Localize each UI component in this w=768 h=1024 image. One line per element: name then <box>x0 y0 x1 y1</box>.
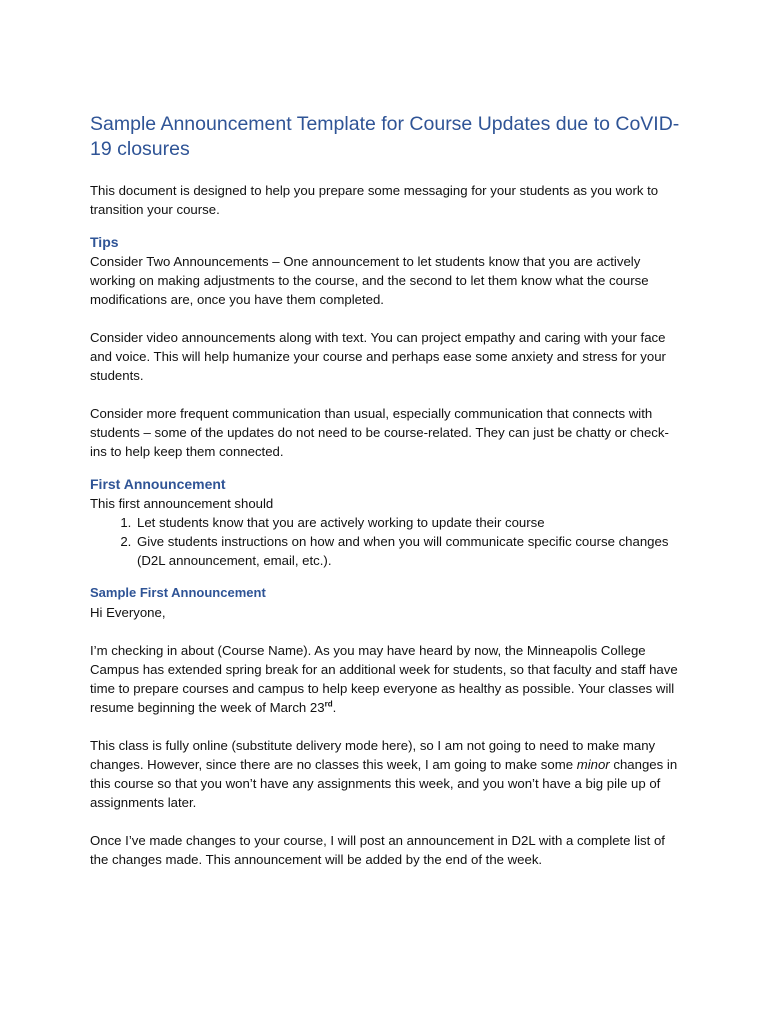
announcement-paragraph <box>90 641 684 717</box>
paragraph-spacer <box>90 622 684 641</box>
ordinal-suffix: rd <box>324 699 333 709</box>
tips-paragraph: Consider more frequent communication than usual, especially communication that connects with students – some of the updates do not need to be course-related. They can just be chatty or check-ins to help keep them connected. <box>90 406 669 459</box>
first-announcement-list <box>90 513 684 570</box>
list-item: 1. Let students know that you are actively working to update their course <box>135 513 684 532</box>
paragraph-text: changes in this course so that you won’t have any assignments this week, and you won’t have a big pile up of assignments later. <box>90 757 678 810</box>
intro-paragraph: This document is designed to help you prepare some messaging for your students as you work to transition your course. <box>90 183 659 217</box>
paragraph-spacer <box>90 309 684 328</box>
paragraph-spacer <box>90 385 684 404</box>
tips-heading: Tips <box>90 234 119 250</box>
sample-first-announcement-heading: Sample First Announcement <box>90 585 266 600</box>
announcement-paragraph <box>90 736 684 812</box>
list-item: 2. Give students instructions on how and when you will communicate specific course changes (D2L announcement, email, etc.). <box>135 532 684 570</box>
document-title: Sample Announcement Template for Course Updates due to CoVID-19 closures <box>90 113 680 160</box>
first-announcement-heading: First Announcement <box>90 476 226 492</box>
first-announcement-lead: This first announcement should <box>90 496 274 511</box>
emphasized-word: minor <box>576 757 610 772</box>
greeting: Hi Everyone, <box>90 605 166 620</box>
paragraph-spacer <box>90 812 684 831</box>
paragraph-text: . <box>332 700 337 715</box>
tips-paragraph: Consider Two Announcements – One announcement to let students know that you are actively working on making adjustments to the course, and the second to let them know what the course modifications are, once you have them completed. <box>90 254 649 307</box>
paragraph-spacer <box>90 717 684 736</box>
paragraph-text: This class is fully online (substitute delivery mode here), so I am not going to need to make many changes. However, since there are no classes this week, I am going to make some <box>90 738 656 772</box>
tips-paragraph: Consider video announcements along with text. You can project empathy and caring with your face and voice. This will help humanize your course and perhaps ease some anxiety and stress for your students. <box>90 330 666 383</box>
announcement-paragraph: Once I’ve made changes to your course, I will post an announcement in D2L with a complete list of the changes made. This announcement will be added by the end of the week. <box>90 833 665 867</box>
paragraph-text: I’m checking in about (Course Name). As you may have heard by now, the Minneapolis College Campus has extended spring break for an additional week for students, so that faculty and staff have time to prepare courses and campus to help keep everyone as healthy as possible. Your classes will resume beginning the week of March 23 <box>90 643 678 715</box>
